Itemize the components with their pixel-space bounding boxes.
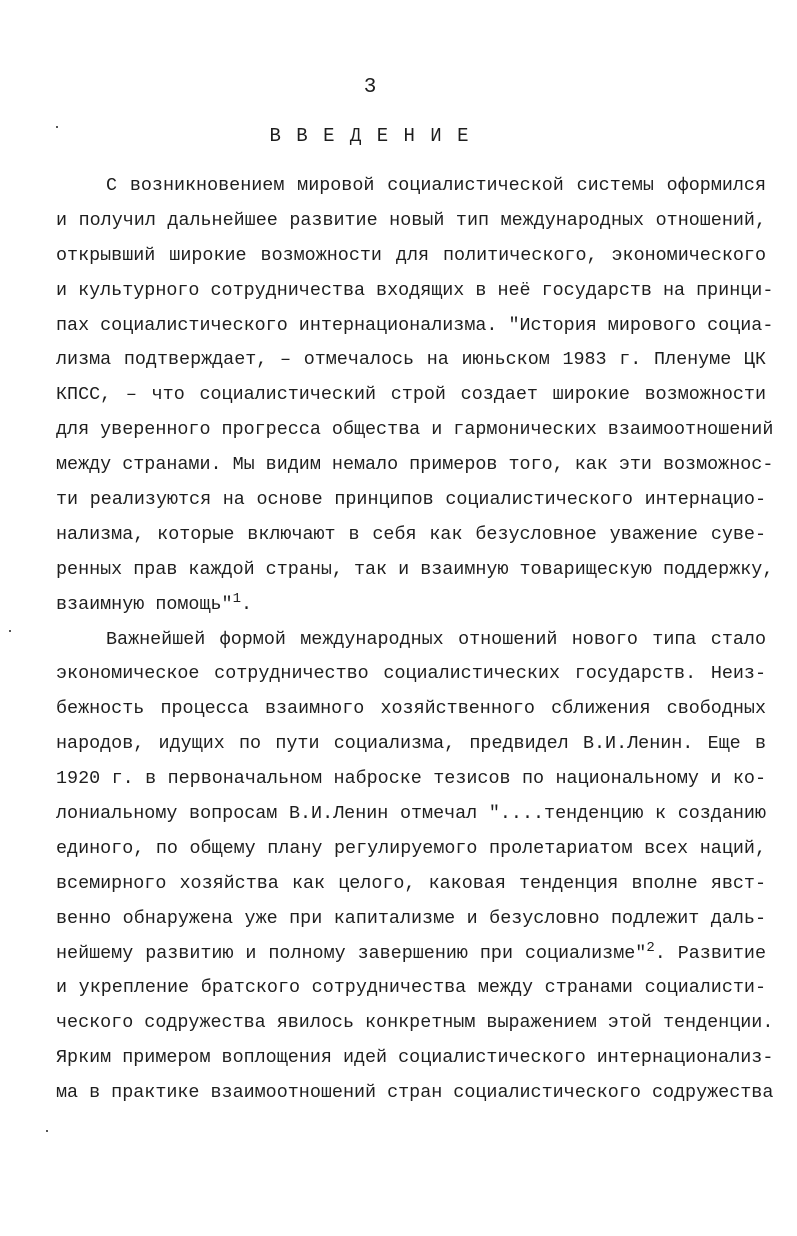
paragraph-1-line-2: и получил дальнейшее развитие новый тип международных отношений, — [56, 209, 766, 231]
paragraph-2-line-1: Важнейшей формой международных отношений нового типа стало — [106, 628, 766, 650]
paragraph-1-line-4: и культурного сотрудничества входящих в неё государств на принци- — [56, 279, 774, 301]
paragraph-2-line-8: всемирного хозяйства как целого, каковая тенденция вполне явст- — [56, 872, 766, 894]
section-title: В В Е Д Е Н И Е — [269, 125, 471, 147]
scan-speck — [9, 630, 11, 632]
paragraph-2-line-3: бежность процесса взаимного хозяйственного сближения свободных — [56, 698, 766, 720]
body-text — [56, 169, 774, 1111]
scan-speck — [56, 126, 58, 128]
paragraph-2-line-10: нейшему развитию и полному завершению при социализме"$^2$. Развитие — [56, 939, 766, 964]
paragraph-2-line-13: Ярким примером воплощения идей социалистического интернационализ- — [56, 1047, 774, 1069]
footnote-ref-1: 1 — [232, 590, 241, 607]
paragraph-2-line-11: и укрепление братского сотрудничества между странами социалисти- — [56, 977, 766, 999]
paragraph-1-line-12: ренных прав каждой страны, так и взаимную товарищескую поддержку, — [56, 558, 774, 580]
paragraph-1-line-3: открывший широкие возможности для политического, экономического — [56, 244, 766, 266]
paragraph-2-line-5: 1920 г. в первоначальном наброске тезисов по национальному и ко- — [56, 768, 766, 790]
paragraph-1-line-10: ти реализуются на основе принципов социалистического интернацио- — [56, 489, 766, 511]
paragraph-1-line-1: С возникновением мировой социалистической системы оформился — [106, 175, 766, 196]
footnote-ref-2: 2 — [646, 939, 655, 956]
paragraph-2-line-14: ма в практике взаимоотношений стран социалистического содружества — [56, 1082, 774, 1104]
paragraph-1-line-9: между странами. Мы видим немало примеров того, как эти возможнос- — [56, 454, 774, 476]
paragraph-2-line-2: экономическое сотрудничество социалистических государств. Неиз- — [56, 663, 766, 685]
page-number: 3 — [363, 76, 377, 99]
paragraph-2-line-4: народов, идущих по пути социализма, предвидел В.И.Ленин. Еще в — [56, 733, 766, 755]
paragraph-1-line-8: для уверенного прогресса общества и гармонических взаимоотношений — [56, 419, 774, 441]
scan-speck — [46, 1130, 48, 1132]
paragraph-2-line-6: лониальному вопросам В.И.Ленин отмечал "....тенденцию к созданию — [56, 803, 766, 825]
paragraph-1-line-7: КПСС, – что социалистический строй создает широкие возможности — [56, 384, 766, 406]
paragraph-1-line-13: взаимную помощь"$^1$. — [56, 590, 253, 615]
paragraph-1-line-11: нализма, которые включают в себя как безусловное уважение суве- — [56, 523, 766, 545]
paragraph-2-line-7: единого, по общему плану регулируемого пролетариатом всех наций, — [56, 837, 766, 859]
paragraph-1-line-5: пах социалистического интернационализма. "История мирового социа- — [56, 314, 774, 336]
paragraph-2-line-9: венно обнаружена уже при капитализме и безусловно подлежит даль- — [56, 907, 766, 929]
paragraph-2-line-12: ческого содружества явилось конкретным выражением этой тенденции. — [56, 1012, 774, 1034]
paragraph-1-line-6: лизма подтверждает, – отмечалось на июньском 1983 г. Пленуме ЦК — [56, 349, 766, 371]
